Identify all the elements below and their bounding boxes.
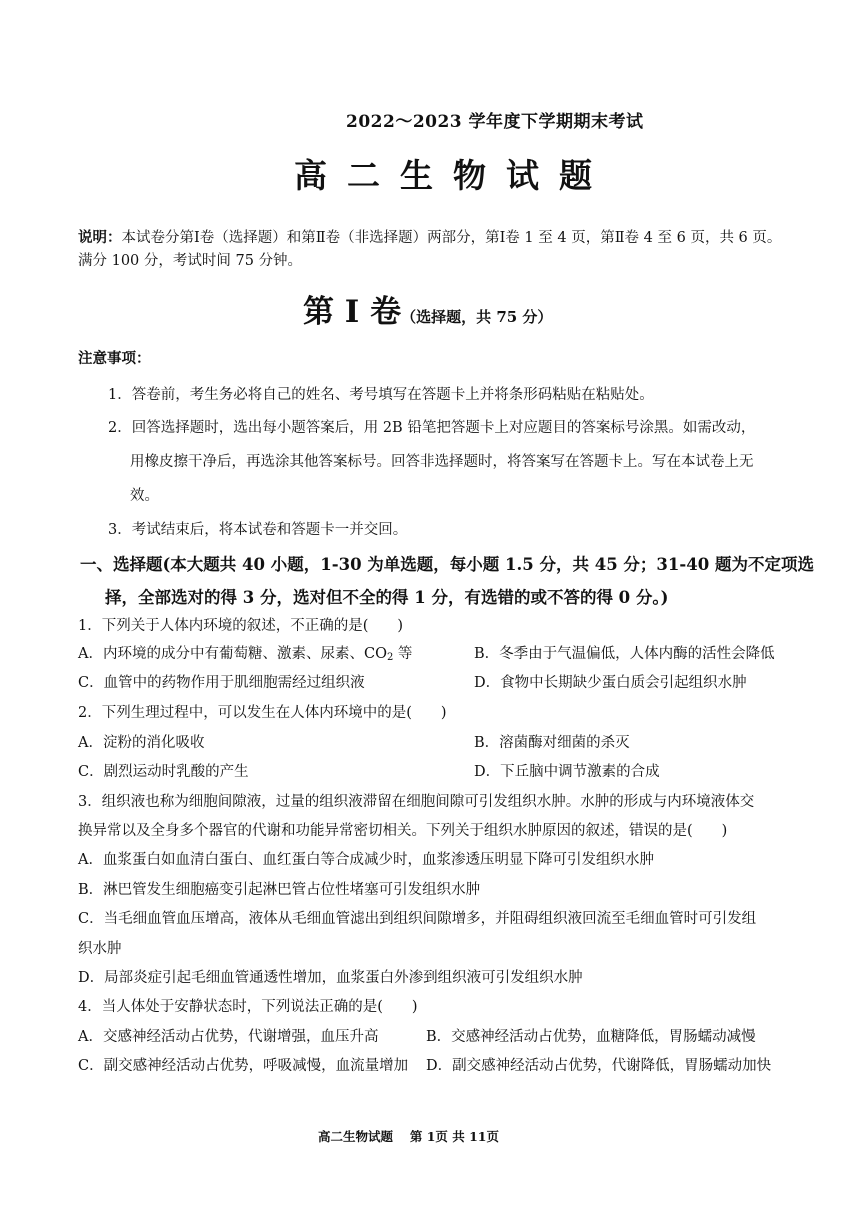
q1-option-a bbox=[78, 642, 412, 663]
q2-option-a: A．淀粉的消化吸收 bbox=[78, 735, 205, 751]
q2-option-c: C．剧烈运动时乳酸的产生 bbox=[78, 764, 249, 780]
q3-option-d: D．局部炎症引起毛细血管通透性增加，血浆蛋白外渗到组织液可引发组织水肿 bbox=[78, 970, 583, 986]
notice-item-2: 2．回答选择题时，选出每小题答案后，用 2B 铅笔把答题卡上对应题目的答案标号涂黑。如需改动， bbox=[108, 420, 756, 436]
q2-option-b: B．溶菌酶对细菌的杀灭 bbox=[474, 735, 630, 751]
exam-subtitle: 2022～2023 学年度下学期期末考试 bbox=[346, 112, 644, 132]
notice-item-2-end: 效。 bbox=[130, 488, 159, 504]
q1-option-a-sub: 2 bbox=[386, 652, 394, 663]
q2-stem: 2．下列生理过程中，可以发生在人体内环境中的是( ) bbox=[78, 705, 447, 721]
q3-option-b: B．淋巴管发生细胞癌变引起淋巴管占位性堵塞可引发组织水肿 bbox=[78, 882, 481, 898]
page-footer: 高二生物试题 第 1页 共 11页 bbox=[318, 1129, 500, 1144]
volume-title-text: 第 Ⅰ 卷 bbox=[303, 294, 402, 330]
section-heading-line2: 择，全部选对的得 3 分，选对但不全的得 1 分，有选错的或不答的得 0 分。) bbox=[105, 588, 669, 607]
q3-option-a: A．血浆蛋白如血清白蛋白、血红蛋白等合成减少时，血浆渗透压明显下降可引发组织水肿 bbox=[78, 852, 654, 868]
q4-option-b: B．交感神经活动占优势，血糖降低，胃肠蠕动减慢 bbox=[426, 1029, 756, 1045]
q1-option-b: B．冬季由于气温偏低，人体内酶的活性会降低 bbox=[474, 646, 775, 662]
description-label: 说明： bbox=[78, 229, 122, 246]
notice-item-3: 3．考试结束后，将本试卷和答题卡一并交回。 bbox=[108, 522, 408, 538]
q3-stem-line1: 3．组织液也称为细胞间隙液，过量的组织液滞留在细胞间隙可引发组织水肿。水肿的形成与内环境液体交 bbox=[78, 794, 755, 810]
q3-stem-line2: 换异常以及全身多个器官的代谢和功能异常密切相关。下列关于组织水肿原因的叙述，错误的是( ) bbox=[78, 823, 728, 839]
q1-stem: 1．下列关于人体内环境的叙述，不正确的是( ) bbox=[78, 618, 404, 634]
q1-option-a-end: 等 bbox=[393, 646, 413, 662]
notice-heading: 注意事项： bbox=[78, 350, 151, 367]
q4-stem: 4．当人体处于安静状态时，下列说法正确的是( ) bbox=[78, 999, 418, 1015]
q1-option-a-text: A．内环境的成分中有葡萄糖、激素、尿素、CO bbox=[78, 646, 387, 662]
notice-item-2-cont: 用橡皮擦干净后，再选涂其他答案标号。回答非选择题时，将答案写在答题卡上。写在本试卷上无 bbox=[130, 454, 754, 470]
q3-option-c-line1: C．当毛细血管血压增高，液体从毛细血管滤出到组织间隙增多，并阻碍组织液回流至毛细血管时可引发组 bbox=[78, 911, 757, 927]
volume-title bbox=[303, 286, 552, 331]
q2-option-d: D．下丘脑中调节激素的合成 bbox=[474, 764, 660, 780]
volume-note: （选择题，共 75 分） bbox=[401, 308, 553, 326]
exam-description bbox=[78, 226, 788, 273]
q1-option-c: C．血管中的药物作用于肌细胞需经过组织液 bbox=[78, 675, 365, 691]
notice-item-1: 1．答卷前，考生务必将自己的姓名、考号填写在答题卡上并将条形码粘贴在粘贴处。 bbox=[108, 387, 654, 403]
section-heading-line1: 一、选择题(本大题共 40 小题，1-30 为单选题，每小题 1.5 分，共 45 分；31-40 题为不定项选 bbox=[80, 555, 814, 574]
q4-option-d: D．副交感神经活动占优势，代谢降低，胃肠蠕动加快 bbox=[426, 1058, 772, 1074]
q4-option-a: A．交感神经活动占优势，代谢增强，血压升高 bbox=[78, 1029, 379, 1045]
q4-option-c: C．副交感神经活动占优势，呼吸减慢，血流量增加 bbox=[78, 1058, 409, 1074]
q3-option-c-line2: 织水肿 bbox=[78, 941, 122, 957]
exam-title: 高二生物试题 bbox=[294, 156, 612, 195]
q1-option-d: D．食物中长期缺少蛋白质会引起组织水肿 bbox=[474, 675, 747, 691]
description-text: 本试卷分第Ⅰ卷（选择题）和第Ⅱ卷（非选择题）两部分，第Ⅰ卷 1 至 4 页，第Ⅱ卷 4 至 6 页，共 6 页。满分 100 分，考试时间 75 分钟。 bbox=[78, 230, 782, 269]
